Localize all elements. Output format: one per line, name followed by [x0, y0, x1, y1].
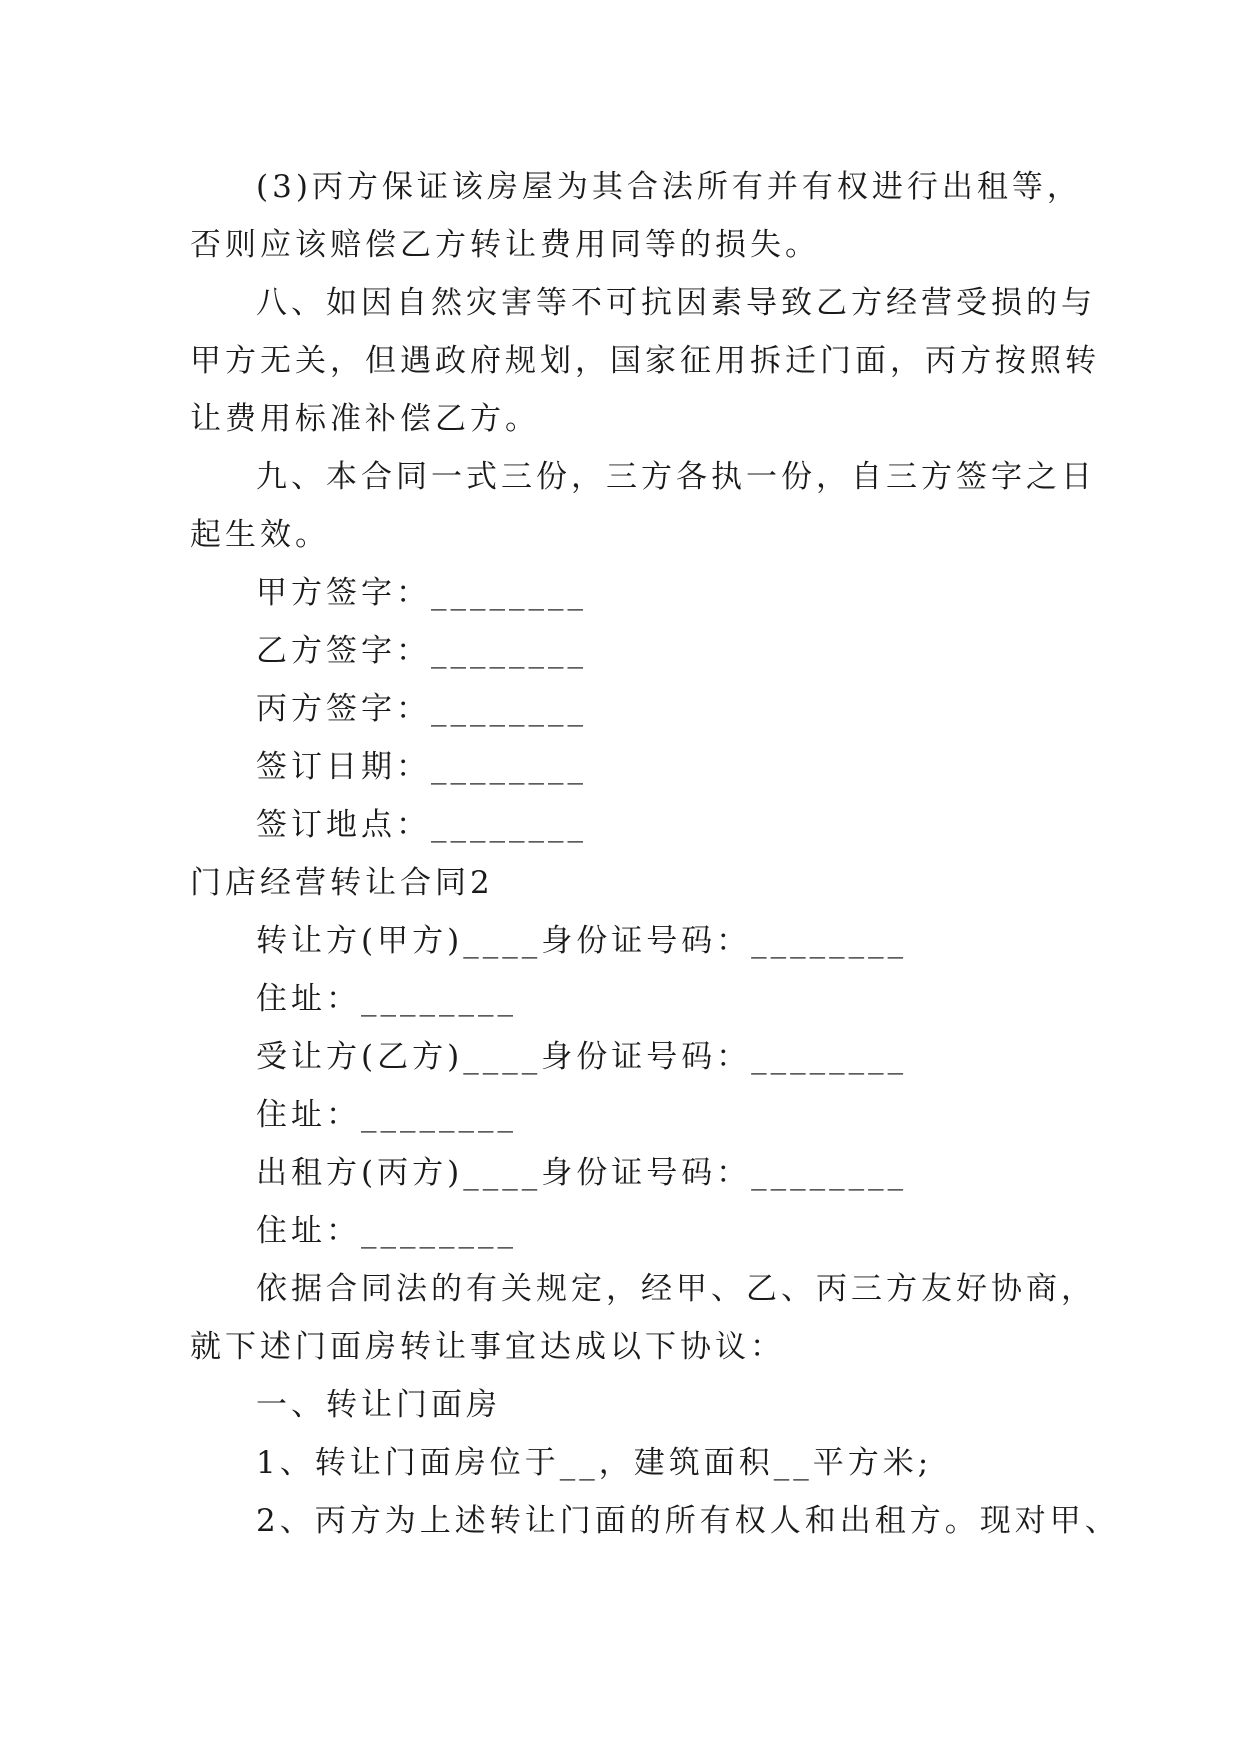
- lessor-info: 出租方(丙方)____身份证号码：________: [256, 1155, 908, 1191]
- signing-date: 签订日期：________: [256, 749, 587, 785]
- document-page: [190, 158, 1120, 1550]
- signature-party-a: 甲方签字：________: [256, 575, 587, 611]
- signing-place: 签订地点：________: [256, 807, 587, 843]
- clause-8-line-1: 八、如因自然灾害等不可抗因素导致乙方经营受损的与: [256, 285, 1096, 321]
- lessor-address: 住址：________: [256, 1213, 517, 1249]
- signature-party-b: 乙方签字：________: [256, 633, 587, 669]
- preamble-line-2: 就下述门面房转让事宜达成以下协议：: [190, 1329, 785, 1365]
- section-1-item-1: 1、转让门面房位于__，建筑面积__平方米;: [256, 1445, 933, 1481]
- clause-7-3-line-2: 否则应该赔偿乙方转让费用同等的损失。: [190, 227, 820, 263]
- signature-party-c: 丙方签字：________: [256, 691, 587, 727]
- transferor-address: 住址：________: [256, 981, 517, 1017]
- section-1-item-2: 2、丙方为上述转让门面的所有权人和出租方。现对甲、: [256, 1503, 1120, 1539]
- clause-7-3-line-1: (3)丙方保证该房屋为其合法所有并有权进行出租等，: [256, 169, 1082, 205]
- clause-9-line-2: 起生效。: [190, 517, 330, 553]
- transferee-info: 受让方(乙方)____身份证号码：________: [256, 1039, 908, 1075]
- section-1-heading: 一、转让门面房: [256, 1387, 501, 1423]
- transferee-address: 住址：________: [256, 1097, 517, 1133]
- clause-8-line-2: 甲方无关，但遇政府规划，国家征用拆迁门面，丙方按照转: [190, 343, 1100, 379]
- clause-9-line-1: 九、本合同一式三份，三方各执一份，自三方签字之日: [256, 459, 1096, 495]
- clause-8-line-3: 让费用标准补偿乙方。: [190, 401, 540, 437]
- preamble-line-1: 依据合同法的有关规定，经甲、乙、丙三方友好协商，: [256, 1271, 1096, 1307]
- transferor-info: 转让方(甲方)____身份证号码：________: [256, 923, 908, 959]
- contract-2-title: 门店经营转让合同2: [190, 865, 494, 901]
